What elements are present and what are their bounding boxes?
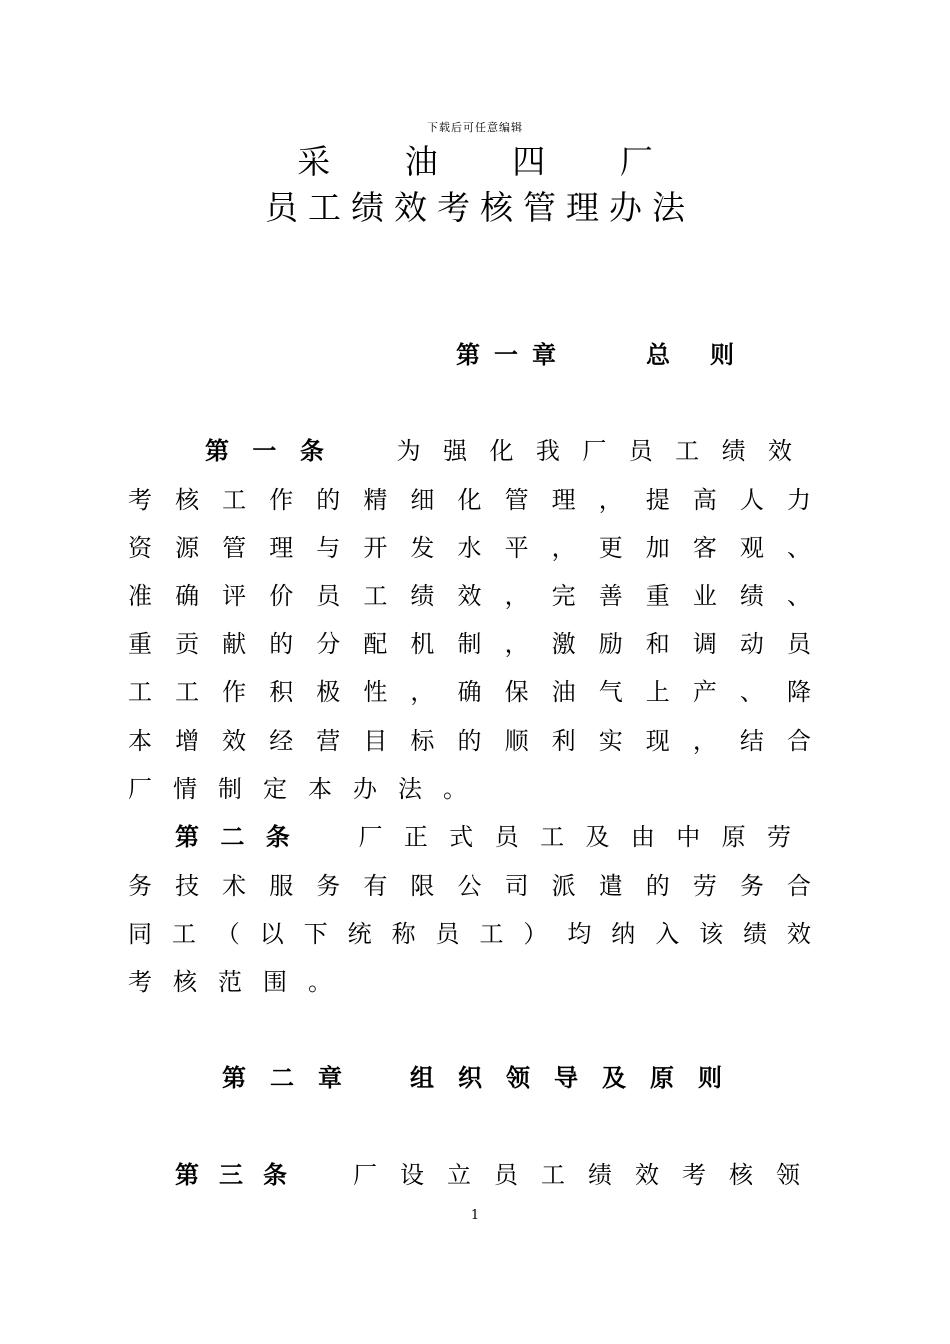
article1-line: 考核工作的精细化管理，提高人力 xyxy=(128,486,811,514)
document-title-main: 员工绩效考核管理办法 xyxy=(265,188,695,227)
article1-line: 厂情制定本办法。 xyxy=(128,775,488,803)
chapter2-title: 组织领导及原则 xyxy=(410,1063,746,1092)
article2-line: 厂正式员工及由中原劳 xyxy=(357,823,812,851)
article1-first-line xyxy=(205,436,811,466)
article3-head: 第三条 xyxy=(175,1160,307,1189)
article1-head: 第一条 xyxy=(205,436,348,465)
article2-line: 同工（以下统称员工）均纳入该绩效 xyxy=(128,920,811,948)
chapter2-label: 第二章 xyxy=(222,1063,366,1092)
article1-line: 重贡献的分配机制，激励和调动员 xyxy=(128,630,811,658)
article3-first-line xyxy=(175,1160,823,1190)
article2-first-line xyxy=(175,822,811,852)
article1-line: 资源管理与开发水平，更加客观、 xyxy=(128,534,811,562)
document-title-unit: 采 油 四 厂 xyxy=(297,142,685,181)
article2-head: 第二条 xyxy=(175,822,312,851)
header-note: 下载后可任意编辑 xyxy=(427,121,523,134)
page-number: 1 xyxy=(470,1208,480,1223)
chapter1-title: 总则 xyxy=(646,340,774,369)
article1-line: 工工作积极性，确保油气上产、降 xyxy=(128,678,811,706)
article1-line: 本增效经营目标的顺利实现，结合 xyxy=(128,727,811,755)
article3-line: 厂设立员工绩效考核领 xyxy=(353,1161,823,1189)
chapter1-label: 第一章 xyxy=(456,340,570,369)
article1-line: 准确评价员工绩效，完善重业绩、 xyxy=(128,582,811,610)
article1-line: 为强化我厂员工绩效 xyxy=(393,437,811,465)
article2-line: 务技术服务有限公司派遣的劳务合 xyxy=(128,872,811,900)
article2-line: 考核范围。 xyxy=(128,968,353,996)
